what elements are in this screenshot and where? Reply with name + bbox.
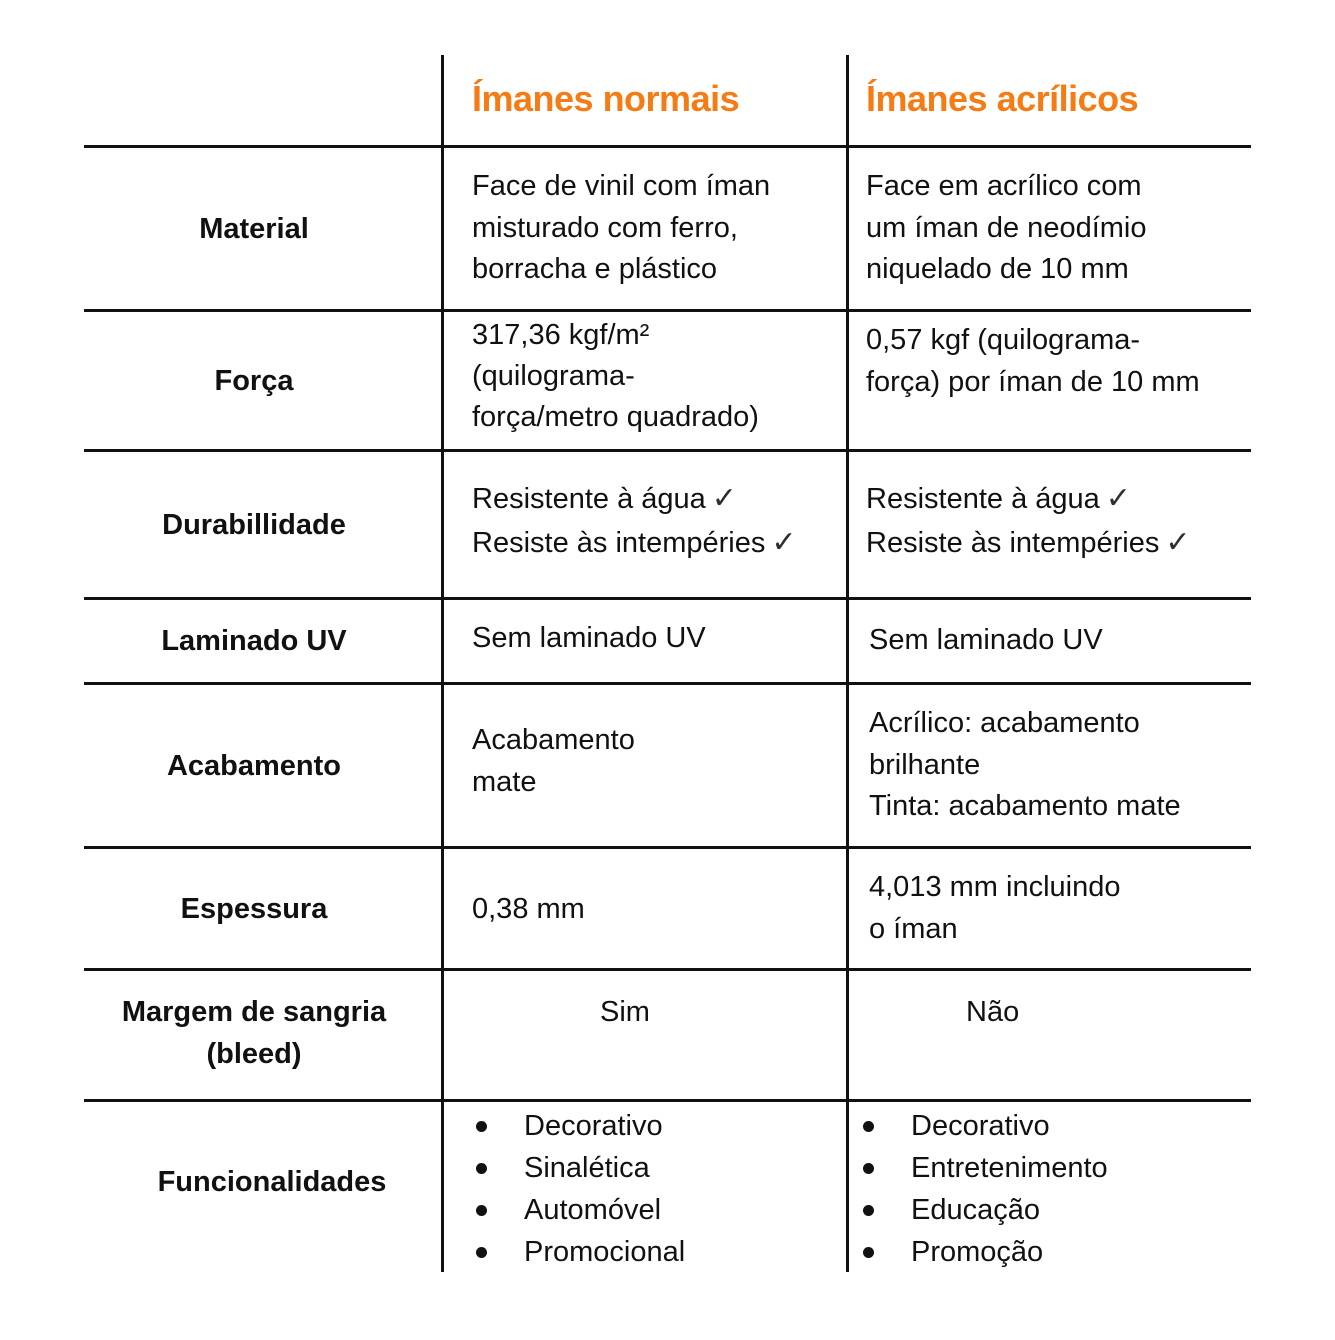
cell-features-acrylic: [859, 1105, 1108, 1273]
list-item: Educação: [859, 1189, 1108, 1231]
cell-material-normal: Face de vinil com íman misturado com ferro, borracha e plástico: [472, 170, 771, 285]
cell-force-normal: 317,36 kgf/m² (quilograma- força/metro quadrado): [472, 319, 759, 433]
list-item: Automóvel: [472, 1189, 685, 1231]
bullet-icon: [476, 1247, 487, 1258]
bullet-icon: [476, 1163, 487, 1174]
cell-thickness-normal: 0,38 mm: [472, 893, 585, 925]
cell-finish-acrylic: Acrílico: acabamento brilhante Tinta: acabamento mate: [869, 707, 1181, 822]
cell-durability-acrylic: Resistente à água ✓ Resiste às intempéries ✓: [866, 477, 1190, 565]
cell-finish-normal: Acabamento mate: [472, 724, 635, 798]
bullet-icon: [476, 1205, 487, 1216]
check-icon: ✓: [771, 526, 797, 559]
list-item: Promoção: [859, 1231, 1108, 1273]
list-item: Sinalética: [472, 1147, 685, 1189]
column-divider-1: [441, 55, 444, 1272]
cell-bleed-acrylic: Não: [966, 996, 1020, 1028]
cell-thickness-acrylic: 4,013 mm incluindo o íman: [869, 871, 1121, 945]
cell-material-acrylic: Face em acrílico com um íman de neodímio niquelado de 10 mm: [866, 170, 1147, 285]
header-normal-magnets: Ímanes normais: [472, 78, 740, 119]
row-label-durability: Durabillidade: [162, 508, 346, 541]
row-divider: [84, 968, 1251, 971]
header-acrylic-magnets: Ímanes acrílicos: [866, 78, 1139, 119]
row-label-thickness: Espessura: [180, 892, 328, 925]
cell-uv-acrylic: Sem laminado UV: [869, 624, 1103, 656]
features-list-normal: [472, 1105, 685, 1273]
features-list-acrylic: [859, 1105, 1108, 1273]
row-label-force: Força: [214, 364, 294, 397]
column-divider-2: [846, 55, 849, 1272]
list-item: Entretenimento: [859, 1147, 1108, 1189]
cell-bleed-normal: Sim: [600, 996, 650, 1028]
row-label-finish: Acabamento: [166, 749, 342, 782]
bullet-icon: [863, 1121, 874, 1132]
row-label-material: Material: [199, 212, 309, 245]
bullet-icon: [863, 1205, 874, 1216]
check-icon: ✓: [1165, 526, 1191, 559]
bullet-icon: [863, 1163, 874, 1174]
check-icon: ✓: [1105, 482, 1131, 515]
bullet-icon: [863, 1247, 874, 1258]
list-item: Promocional: [472, 1231, 685, 1273]
row-label-uv-laminate: Laminado UV: [161, 625, 347, 657]
row-label-bleed: Margem de sangria (bleed): [121, 996, 387, 1070]
list-item: Decorativo: [859, 1105, 1108, 1147]
row-label-features: Funcionalidades: [157, 1166, 387, 1198]
cell-features-normal: [472, 1105, 685, 1273]
cell-force-acrylic: 0,57 kgf (quilograma- força) por íman de 10 mm: [866, 324, 1200, 398]
cell-durability-normal: Resistente à água ✓ Resiste às intempéries ✓: [472, 477, 796, 565]
bullet-icon: [476, 1121, 487, 1132]
list-item: Decorativo: [472, 1105, 685, 1147]
cell-uv-normal: Sem laminado UV: [472, 622, 706, 654]
check-icon: ✓: [711, 482, 737, 515]
